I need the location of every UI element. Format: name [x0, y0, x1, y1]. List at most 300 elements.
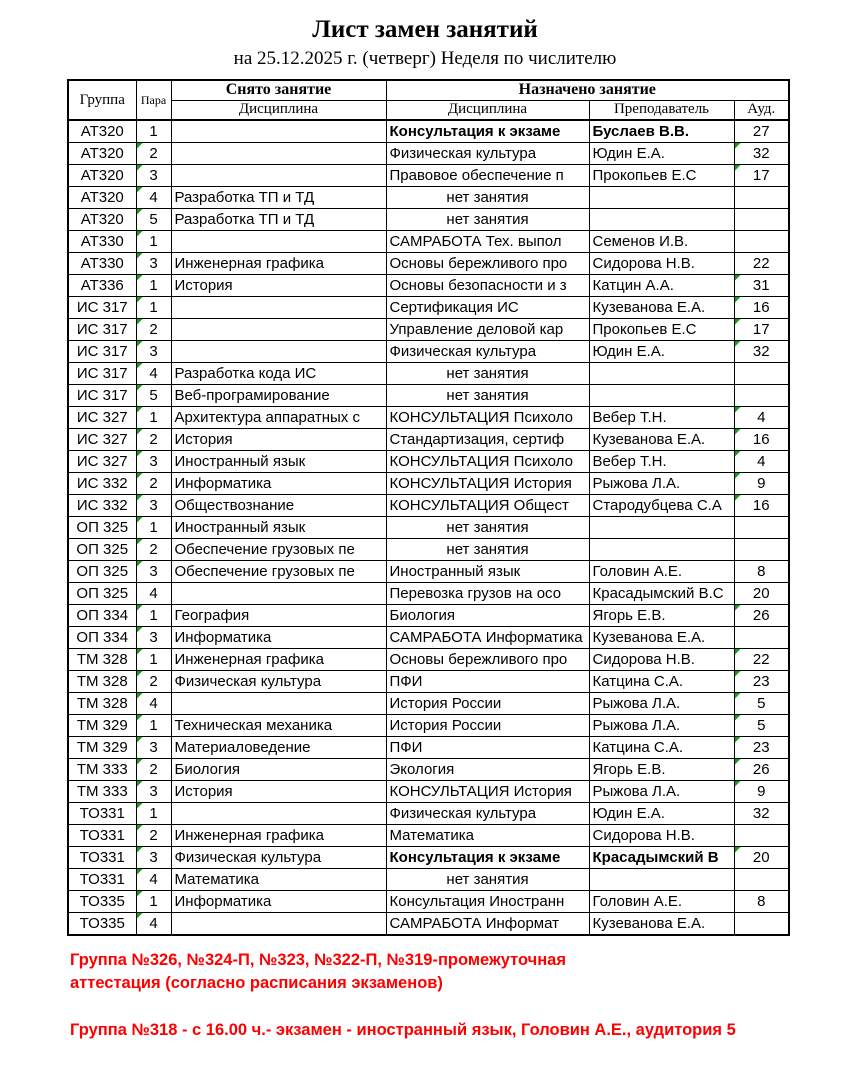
cell-note-marker	[735, 341, 741, 347]
pair-cell: 2	[136, 143, 171, 165]
group-cell: ИС 317	[68, 341, 136, 363]
pair-cell: 1	[136, 517, 171, 539]
cell-note-marker	[137, 495, 143, 501]
teacher-cell: Катцин А.А.	[589, 275, 734, 297]
group-cell: ТМ 328	[68, 693, 136, 715]
assigned-discipline-cell: Консультация Иностранн	[386, 891, 589, 913]
assigned-discipline-cell: САМРАБОТА Информат	[386, 913, 589, 936]
teacher-cell: Буслаев В.В.	[589, 120, 734, 143]
substitution-table	[67, 79, 790, 936]
cell-note-marker	[137, 209, 143, 215]
group-cell: ТМ 333	[68, 781, 136, 803]
cell-note-marker	[137, 297, 143, 303]
table-row	[68, 253, 789, 275]
table-body	[68, 120, 789, 935]
teacher-cell: Рыжова Л.А.	[589, 473, 734, 495]
removed-discipline-cell: История	[171, 781, 386, 803]
table-row	[68, 869, 789, 891]
table-row	[68, 825, 789, 847]
cell-note-marker	[137, 715, 143, 721]
group-cell: АТ336	[68, 275, 136, 297]
pair-cell: 4	[136, 363, 171, 385]
removed-discipline-cell: Разработка ТП и ТД	[171, 187, 386, 209]
group-cell: ИС 327	[68, 451, 136, 473]
cell-note-marker	[735, 715, 741, 721]
pair-cell: 1	[136, 231, 171, 253]
assigned-discipline-cell: КОНСУЛЬТАЦИЯ Психоло	[386, 407, 589, 429]
room-cell: 23	[734, 737, 789, 759]
cell-note-marker	[137, 561, 143, 567]
table-row	[68, 319, 789, 341]
table-row	[68, 407, 789, 429]
teacher-cell	[589, 209, 734, 231]
removed-discipline-cell: Веб-програмирование	[171, 385, 386, 407]
teacher-cell: Сидорова Н.В.	[589, 253, 734, 275]
group-cell: ТМ 333	[68, 759, 136, 781]
room-cell: 4	[734, 407, 789, 429]
cell-note-marker	[137, 275, 143, 281]
cell-note-marker	[735, 143, 741, 149]
pair-cell: 1	[136, 275, 171, 297]
teacher-cell	[589, 187, 734, 209]
cell-note-marker	[137, 363, 143, 369]
cell-note-marker	[137, 847, 143, 853]
cell-note-marker	[735, 429, 741, 435]
teacher-cell: Головин А.Е.	[589, 561, 734, 583]
table-header	[68, 80, 789, 120]
cell-note-marker	[137, 319, 143, 325]
cell-note-marker	[735, 693, 741, 699]
cell-note-marker	[735, 847, 741, 853]
table-row	[68, 341, 789, 363]
group-cell: ИС 332	[68, 495, 136, 517]
cell-note-marker	[137, 913, 143, 919]
cell-note-marker	[137, 451, 143, 457]
removed-discipline-cell	[171, 913, 386, 936]
cell-note-marker	[735, 275, 741, 281]
room-cell: 5	[734, 693, 789, 715]
room-cell: 20	[734, 583, 789, 605]
cell-note-marker	[137, 693, 143, 699]
cell-note-marker	[735, 407, 741, 413]
cell-note-marker	[735, 605, 741, 611]
removed-discipline-cell	[171, 583, 386, 605]
header-teacher: Преподаватель	[589, 100, 734, 120]
assigned-discipline-cell: Основы бережливого про	[386, 649, 589, 671]
cell-note-marker	[735, 451, 741, 457]
cell-note-marker	[735, 495, 741, 501]
group-cell: ИС 317	[68, 319, 136, 341]
room-cell: 9	[734, 473, 789, 495]
pair-cell: 3	[136, 341, 171, 363]
removed-discipline-cell	[171, 143, 386, 165]
teacher-cell: Юдин Е.А.	[589, 803, 734, 825]
cell-note-marker	[137, 891, 143, 897]
room-cell	[734, 517, 789, 539]
table-row	[68, 187, 789, 209]
assigned-discipline-cell: Сертификация ИС	[386, 297, 589, 319]
pair-cell: 2	[136, 539, 171, 561]
cell-note-marker	[137, 825, 143, 831]
assigned-discipline-cell: нет занятия	[386, 869, 589, 891]
cell-note-marker	[137, 165, 143, 171]
removed-discipline-cell: История	[171, 275, 386, 297]
removed-discipline-cell: Обеспечение грузовых пе	[171, 561, 386, 583]
pair-cell: 4	[136, 869, 171, 891]
pair-cell: 5	[136, 209, 171, 231]
table-row	[68, 627, 789, 649]
assigned-discipline-cell: нет занятия	[386, 187, 589, 209]
pair-cell: 3	[136, 627, 171, 649]
header-pair: Пара	[136, 80, 171, 120]
group-cell: ТО331	[68, 803, 136, 825]
table-row	[68, 385, 789, 407]
assigned-discipline-cell: САМРАБОТА Информатика	[386, 627, 589, 649]
page-subtitle: на 25.12.2025 г. (четверг) Неделя по числителю	[233, 48, 617, 69]
room-cell	[734, 385, 789, 407]
cell-note-marker	[137, 231, 143, 237]
cell-note-marker	[735, 649, 741, 655]
removed-discipline-cell: Физическая культура	[171, 671, 386, 693]
removed-discipline-cell: Инженерная графика	[171, 253, 386, 275]
removed-discipline-cell: Физическая культура	[171, 847, 386, 869]
teacher-cell: Кузеванова Е.А.	[589, 627, 734, 649]
removed-discipline-cell	[171, 341, 386, 363]
group-cell: ОП 334	[68, 627, 136, 649]
group-cell: АТ320	[68, 209, 136, 231]
cell-note-marker	[735, 297, 741, 303]
table-row	[68, 297, 789, 319]
cell-note-marker	[137, 341, 143, 347]
cell-note-marker	[137, 649, 143, 655]
removed-discipline-cell: Иностранный язык	[171, 451, 386, 473]
room-cell: 22	[734, 649, 789, 671]
room-cell: 8	[734, 891, 789, 913]
pair-cell: 3	[136, 451, 171, 473]
teacher-cell: Рыжова Л.А.	[589, 715, 734, 737]
note-line: Группа №318 - с 16.00 ч.- экзамен - иностранный язык, Головин А.Е., аудитория 5	[70, 1021, 736, 1039]
group-cell: ТО331	[68, 825, 136, 847]
teacher-cell: Ягорь Е.В.	[589, 759, 734, 781]
room-cell	[734, 825, 789, 847]
pair-cell: 3	[136, 737, 171, 759]
table-row	[68, 451, 789, 473]
removed-discipline-cell: Техническая механика	[171, 715, 386, 737]
removed-discipline-cell: Обеспечение грузовых пе	[171, 539, 386, 561]
pair-cell: 2	[136, 429, 171, 451]
teacher-cell: Семенов И.В.	[589, 231, 734, 253]
assigned-discipline-cell: Физическая культура	[386, 143, 589, 165]
removed-discipline-cell	[171, 693, 386, 715]
teacher-cell: Кузеванова Е.А.	[589, 297, 734, 319]
cell-note-marker	[137, 759, 143, 765]
footer-notes	[70, 949, 850, 1042]
group-cell: АТ320	[68, 143, 136, 165]
cell-note-marker	[137, 627, 143, 633]
assigned-discipline-cell: Основы бережливого про	[386, 253, 589, 275]
table-row	[68, 561, 789, 583]
assigned-discipline-cell: нет занятия	[386, 363, 589, 385]
assigned-discipline-cell: Стандартизация, сертиф	[386, 429, 589, 451]
note-line: Группа №326, №324-П, №323, №322-П, №319-промежуточная	[70, 951, 566, 969]
group-cell: АТ320	[68, 187, 136, 209]
pair-cell: 3	[136, 165, 171, 187]
removed-discipline-cell: Инженерная графика	[171, 825, 386, 847]
room-cell	[734, 209, 789, 231]
room-cell	[734, 869, 789, 891]
teacher-cell: Прокопьев Е.С	[589, 165, 734, 187]
assigned-discipline-cell: История России	[386, 715, 589, 737]
group-cell: ОП 334	[68, 605, 136, 627]
group-cell: ИС 327	[68, 407, 136, 429]
table-row	[68, 913, 789, 936]
teacher-cell: Рыжова Л.А.	[589, 693, 734, 715]
room-cell: 16	[734, 495, 789, 517]
assigned-discipline-cell: Биология	[386, 605, 589, 627]
room-cell: 23	[734, 671, 789, 693]
table-row	[68, 891, 789, 913]
room-cell: 16	[734, 297, 789, 319]
pair-cell: 1	[136, 715, 171, 737]
assigned-discipline-cell: нет занятия	[386, 539, 589, 561]
group-cell: ТО335	[68, 891, 136, 913]
cell-note-marker	[137, 671, 143, 677]
assigned-discipline-cell: Иностранный язык	[386, 561, 589, 583]
pair-cell: 1	[136, 605, 171, 627]
room-cell: 31	[734, 275, 789, 297]
pair-cell: 2	[136, 825, 171, 847]
group-cell: ТО335	[68, 913, 136, 936]
assigned-discipline-cell: Консультация к экзаме	[386, 120, 589, 143]
cell-note-marker	[137, 869, 143, 875]
teacher-cell: Кузеванова Е.А.	[589, 429, 734, 451]
pair-cell: 3	[136, 781, 171, 803]
removed-discipline-cell	[171, 803, 386, 825]
room-cell: 27	[734, 120, 789, 143]
pair-cell: 1	[136, 120, 171, 143]
assigned-discipline-cell: ПФИ	[386, 671, 589, 693]
room-cell	[734, 627, 789, 649]
table-row	[68, 737, 789, 759]
table-row	[68, 517, 789, 539]
assigned-discipline-cell: Консультация к экзаме	[386, 847, 589, 869]
table-row	[68, 583, 789, 605]
header-room: Ауд.	[734, 100, 789, 120]
table-row	[68, 693, 789, 715]
pair-cell: 2	[136, 671, 171, 693]
group-cell: ТМ 329	[68, 737, 136, 759]
pair-cell: 4	[136, 583, 171, 605]
pair-cell: 1	[136, 803, 171, 825]
table-row	[68, 715, 789, 737]
teacher-cell	[589, 517, 734, 539]
cell-note-marker	[735, 759, 741, 765]
assigned-discipline-cell: САМРАБОТА Тех. выпол	[386, 231, 589, 253]
assigned-discipline-cell: Физическая культура	[386, 341, 589, 363]
teacher-cell: Вебер Т.Н.	[589, 407, 734, 429]
group-cell: ТМ 328	[68, 671, 136, 693]
table-row	[68, 165, 789, 187]
table-row	[68, 363, 789, 385]
removed-discipline-cell: Информатика	[171, 891, 386, 913]
cell-note-marker	[137, 517, 143, 523]
removed-discipline-cell: Математика	[171, 869, 386, 891]
group-cell: ТО331	[68, 869, 136, 891]
room-cell	[734, 187, 789, 209]
removed-discipline-cell: Биология	[171, 759, 386, 781]
room-cell: 9	[734, 781, 789, 803]
cell-note-marker	[137, 407, 143, 413]
removed-discipline-cell: Информатика	[171, 473, 386, 495]
room-cell: 26	[734, 759, 789, 781]
assigned-discipline-cell: ПФИ	[386, 737, 589, 759]
cell-note-marker	[137, 737, 143, 743]
teacher-cell: Прокопьев Е.С	[589, 319, 734, 341]
removed-discipline-cell: Информатика	[171, 627, 386, 649]
room-cell	[734, 913, 789, 936]
assigned-discipline-cell: Основы безопасности и з	[386, 275, 589, 297]
table-row	[68, 429, 789, 451]
pair-cell: 2	[136, 759, 171, 781]
group-cell: ИС 317	[68, 363, 136, 385]
cell-note-marker	[137, 539, 143, 545]
assigned-discipline-cell: нет занятия	[386, 209, 589, 231]
pair-cell: 4	[136, 693, 171, 715]
teacher-cell: Юдин Е.А.	[589, 341, 734, 363]
header-assigned-discipline: Дисциплина	[386, 100, 589, 120]
teacher-cell: Кузеванова Е.А.	[589, 913, 734, 936]
group-cell: АТ320	[68, 165, 136, 187]
pair-cell: 3	[136, 495, 171, 517]
group-cell: АТ330	[68, 253, 136, 275]
removed-discipline-cell: География	[171, 605, 386, 627]
cell-note-marker	[735, 165, 741, 171]
cell-note-marker	[137, 473, 143, 479]
pair-cell: 1	[136, 297, 171, 319]
pair-cell: 2	[136, 473, 171, 495]
group-cell: ОП 325	[68, 517, 136, 539]
teacher-cell	[589, 869, 734, 891]
removed-discipline-cell	[171, 297, 386, 319]
table-row	[68, 539, 789, 561]
room-cell: 17	[734, 165, 789, 187]
assigned-discipline-cell: КОНСУЛЬТАЦИЯ Психоло	[386, 451, 589, 473]
pair-cell: 4	[136, 913, 171, 936]
group-cell: ТО331	[68, 847, 136, 869]
assigned-discipline-cell: КОНСУЛЬТАЦИЯ История	[386, 781, 589, 803]
removed-discipline-cell: История	[171, 429, 386, 451]
assigned-discipline-cell: Перевозка грузов на осо	[386, 583, 589, 605]
teacher-cell: Сидорова Н.В.	[589, 825, 734, 847]
room-cell: 32	[734, 341, 789, 363]
removed-discipline-cell: Разработка кода ИС	[171, 363, 386, 385]
teacher-cell: Рыжова Л.А.	[589, 781, 734, 803]
group-cell: ОП 325	[68, 539, 136, 561]
pair-cell: 2	[136, 319, 171, 341]
group-cell: ОП 325	[68, 583, 136, 605]
cell-note-marker	[735, 473, 741, 479]
page-title: Лист замен занятий	[312, 16, 538, 43]
assigned-discipline-cell: Управление деловой кар	[386, 319, 589, 341]
room-cell: 4	[734, 451, 789, 473]
assigned-discipline-cell: нет занятия	[386, 385, 589, 407]
assigned-discipline-cell: КОНСУЛЬТАЦИЯ История	[386, 473, 589, 495]
table-row	[68, 495, 789, 517]
removed-discipline-cell: Инженерная графика	[171, 649, 386, 671]
cell-note-marker	[735, 671, 741, 677]
teacher-cell: Катцина С.А.	[589, 671, 734, 693]
group-cell: ИС 332	[68, 473, 136, 495]
table-row	[68, 847, 789, 869]
table-row	[68, 231, 789, 253]
cell-note-marker	[735, 781, 741, 787]
group-cell: ИС 317	[68, 297, 136, 319]
header-assigned-lesson: Назначено занятие	[386, 80, 789, 100]
pair-cell: 3	[136, 253, 171, 275]
room-cell: 22	[734, 253, 789, 275]
pair-cell: 3	[136, 561, 171, 583]
room-cell: 16	[734, 429, 789, 451]
removed-discipline-cell	[171, 120, 386, 143]
group-cell: ИС 317	[68, 385, 136, 407]
room-cell: 5	[734, 715, 789, 737]
teacher-cell: Ягорь Е.В.	[589, 605, 734, 627]
group-cell: ТМ 328	[68, 649, 136, 671]
teacher-cell: Сидорова Н.В.	[589, 649, 734, 671]
group-cell: АТ320	[68, 120, 136, 143]
table-row	[68, 605, 789, 627]
room-cell: 32	[734, 803, 789, 825]
teacher-cell: Вебер Т.Н.	[589, 451, 734, 473]
room-cell	[734, 539, 789, 561]
pair-cell: 1	[136, 407, 171, 429]
removed-discipline-cell	[171, 231, 386, 253]
cell-note-marker	[735, 319, 741, 325]
table-row	[68, 143, 789, 165]
removed-discipline-cell	[171, 165, 386, 187]
assigned-discipline-cell: Физическая культура	[386, 803, 589, 825]
pair-cell: 1	[136, 891, 171, 913]
table-row	[68, 803, 789, 825]
table-row	[68, 275, 789, 297]
removed-discipline-cell: Иностранный язык	[171, 517, 386, 539]
removed-discipline-cell: Архитектура аппаратных с	[171, 407, 386, 429]
cell-note-marker	[735, 737, 741, 743]
teacher-cell: Красадымский В.С	[589, 583, 734, 605]
teacher-cell: Юдин Е.А.	[589, 143, 734, 165]
cell-note-marker	[137, 429, 143, 435]
assigned-discipline-cell: нет занятия	[386, 517, 589, 539]
note-line: аттестация (согласно расписания экзаменов)	[70, 974, 443, 992]
table-row	[68, 671, 789, 693]
teacher-cell: Катцина С.А.	[589, 737, 734, 759]
table-row	[68, 781, 789, 803]
table-row	[68, 209, 789, 231]
removed-discipline-cell: Обществознание	[171, 495, 386, 517]
header-removed-discipline: Дисциплина	[171, 100, 386, 120]
group-cell: АТ330	[68, 231, 136, 253]
assigned-discipline-cell: Математика	[386, 825, 589, 847]
teacher-cell: Стародубцева С.А	[589, 495, 734, 517]
cell-note-marker	[137, 143, 143, 149]
room-cell: 8	[734, 561, 789, 583]
teacher-cell	[589, 539, 734, 561]
group-cell: ИС 327	[68, 429, 136, 451]
assigned-discipline-cell: КОНСУЛЬТАЦИЯ Общест	[386, 495, 589, 517]
cell-note-marker	[137, 605, 143, 611]
header-removed-lesson: Снято занятие	[171, 80, 386, 100]
pair-cell: 1	[136, 649, 171, 671]
